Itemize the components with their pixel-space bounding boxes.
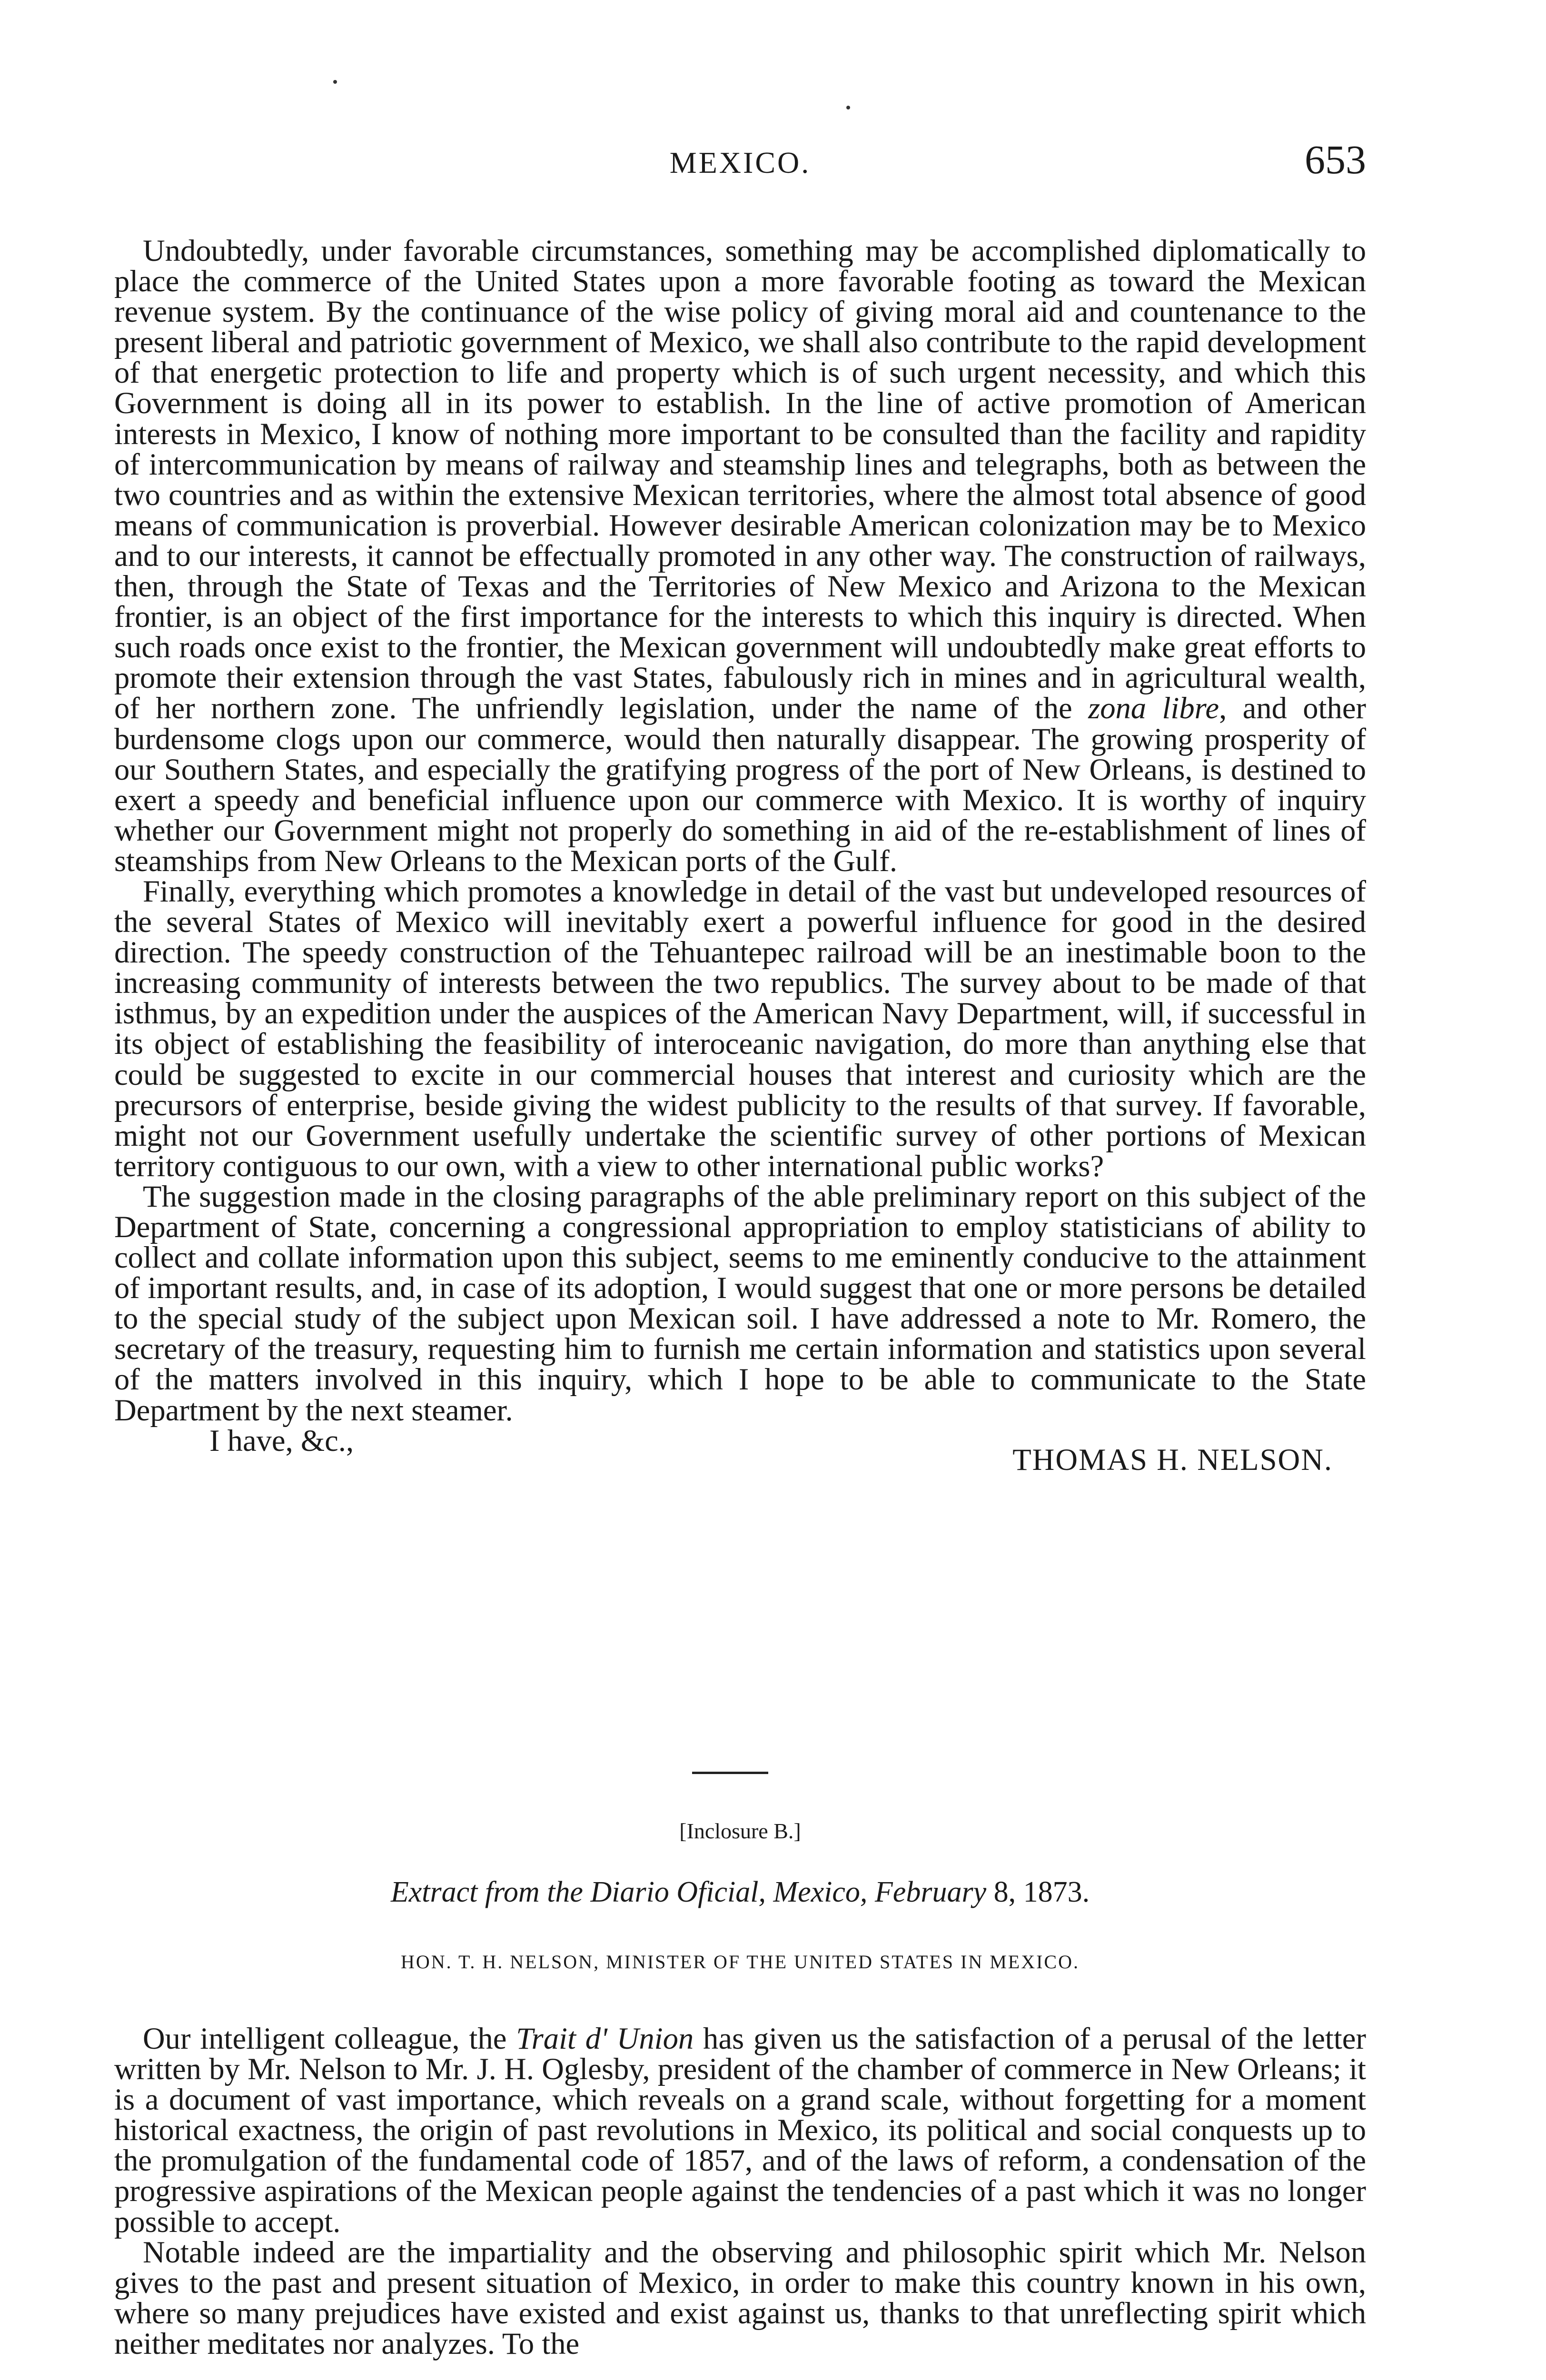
running-head: MEXICO. (669, 146, 811, 179)
extract-title (114, 1875, 1366, 1909)
article-subhead: HON. T. H. NELSON, MINISTER OF THE UNITED STATES IN MEXICO. (401, 1951, 1080, 1973)
paragraph-text: Our intelligent colleague, the (143, 2021, 516, 2055)
paragraph (114, 235, 1366, 876)
extract-title-date: 8, 1873. (986, 1876, 1090, 1908)
paragraph-text: Undoubtedly, under favorable circumstances, something may be accomplished diplomatically to place the commerce of the United States upon a more favorable footing as toward the Mexican revenue system. By the continuance of the wise policy of giving moral aid and countenance to the present liberal and patriotic government of Mexico, we shall also contribute to the rapid development of that energetic protection to life and property which is of such urgent necessity, and which this Government is doing all in its power to establish. In the line of active promotion of American interests in Mexico, I know of nothing more important to be consulted than the facility and rapidity of intercommunication by means of railway and steamship lines and telegraphs, both as between the two countries and as within the extensive Mexican territories, where the almost total absence of good means of communication is proverbial. However desirable American colonization may be to Mexico and to our interests, it cannot be effectually promoted in any other way. The construction of railways, then, through the State of Texas and the Territories of New Mexico and Arizona to the Mexican frontier, is an object of the first importance for the interests to which this inquiry is directed. When such roads once exist to the frontier, the Mexican government will undoubtedly make great efforts to promote their extension through the vast States, fabulously rich in mines and in agricultural wealth, of her northern zone. The unfriendly legislation, under the name of the (114, 233, 1366, 725)
extract-body (114, 2023, 1366, 2359)
extract-title-italic: Extract from the Diario Oficial, Mexico, February (390, 1876, 987, 1908)
paragraph: The suggestion made in the closing paragraphs of the able preliminary report on this subject of the Department of State, concerning a congressional appropriation to employ statisticians of ability to collect and collate information upon this subject, seems to me eminently conducive to the attainment of important results, and, in case of its adoption, I would suggest that one or more persons be detailed to the special study of the subject upon Mexican soil. I have addressed a note to Mr. Romero, the secretary of the treasury, requesting him to furnish me certain information and statistics upon several of the matters involved in this inquiry, which I hope to be able to communicate to the State Department by the next steamer. (114, 1179, 1366, 1427)
italic-term: zona libre (1088, 691, 1219, 725)
italic-term: Trait d' Union (516, 2021, 694, 2055)
inclosure-label: [Inclosure B.] (679, 1819, 801, 1843)
salutation: I have, &c., (209, 1423, 354, 1458)
letter-body (114, 235, 1366, 1486)
paragraph (114, 2023, 1366, 2237)
page-number: 653 (1305, 137, 1366, 182)
letter-closing (114, 1425, 1366, 1486)
scan-speck (333, 80, 337, 84)
paragraph-text: , and other burdensome clogs upon our commerce, would then naturally disappear. The growing prosperity of our Southern States, and especially the gratifying progress of the port of New Orleans, is destined to exert a speedy and beneficial influence upon our commerce with Mexico. It is worthy of inquiry whether our Government might not properly do something in aid of the re-establishment of lines of steamships from New Orleans to the Mexican ports of the Gulf. (114, 691, 1367, 878)
paragraph-text: has given us the satisfaction of a perusal of the letter written by Mr. Nelson to Mr. J. H. Oglesby, president of the chamber of commerce in New Orleans; it is a document of vast importance, which reveals on a grand scale, without forgetting for a moment historical exactness, the origin of past revolutions in Mexico, its political and social conquests up to the promulgation of the fundamental code of 1857, and of the laws of reform, a condensation of the progressive aspirations of the Mexican people against the tendencies of a past which it was no longer possible to accept. (114, 2021, 1366, 2239)
signature: THOMAS H. NELSON. (1012, 1442, 1333, 1477)
paragraph: Notable indeed are the impartiality and the observing and philosophic spirit which Mr. Nelson gives to the past and present situation of Mexico, in order to make this country known in his own, where so many prejudices have existed and exist against us, thanks to that unreflecting spirit which neither meditates nor analyzes. To the (114, 2234, 1366, 2360)
paragraph: Finally, everything which promotes a knowledge in detail of the vast but undeveloped resources of the several States of Mexico will inevitably exert a powerful influence for good in the desired direction. The speedy construction of the Tehuantepec railroad will be an inestimable boon to the increasing community of interests between the two republics. The survey about to be made of that isthmus, by an expedition under the auspices of the American Navy Department, will, if successful in its object of establishing the feasibility of interoceanic navigation, do more than anything else that could be suggested to excite in our commercial houses that interest and curiosity which are the precursors of enterprise, beside giving the widest publicity to the results of that survey. If favorable, might not our Government usefully undertake the scientific survey of other portions of Mexican territory contiguous to our own, with a view to other international public works? (114, 873, 1366, 1183)
page-header (114, 136, 1366, 193)
scan-speck (846, 106, 850, 109)
section-divider (692, 1772, 768, 1774)
